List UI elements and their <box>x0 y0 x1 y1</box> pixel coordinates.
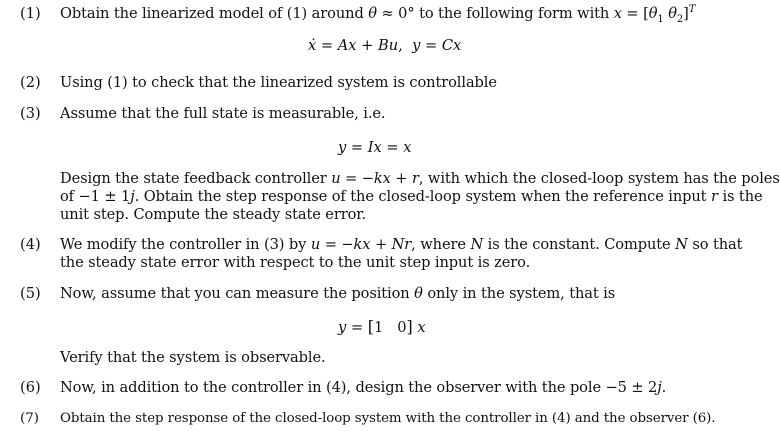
item-1-text-a: Obtain the linearized model of (1) around <box>60 5 364 22</box>
item-3-design-line2: of −1 ± 1j. Obtain the step response of the closed-loop system when the reference input r is the <box>60 188 763 205</box>
item-number: (5) <box>20 285 41 302</box>
item-3-is-the: is the <box>722 188 763 205</box>
item-1-text-b: to the following form with <box>419 5 610 22</box>
item-2-text: Using (1) to check that the linearized system is controllable <box>60 74 497 91</box>
item-4-line2: the steady state error with respect to the unit step input is zero. <box>60 254 531 271</box>
item-3-step-text: . Obtain the step response of the closed-loop system when the reference input <box>134 188 707 205</box>
item-5-text: Now, assume that you can measure the position θ only in the system, that is <box>60 285 616 302</box>
item-5-text-b: only in the system, that is <box>427 285 616 302</box>
item-number: (1) <box>20 5 41 22</box>
item-4-text-c: is the constant. Compute <box>487 236 671 253</box>
item-5-verify: Verify that the system is observable. <box>60 349 326 366</box>
item-4-text-b: , where <box>411 236 466 253</box>
item-number: (6) <box>20 379 41 396</box>
item-6-text-a: Now, in addition to the controller in (4), design the observer with the pole <box>60 379 601 396</box>
item-number: (7) <box>20 411 39 426</box>
output-equation: y = Ix = x <box>338 139 412 156</box>
item-1-text: Obtain the linearized model of (1) around θ ≈ 0° to the following form with $x = [\theta_1$ $\theta_2]^T$ <box>60 4 696 25</box>
item-3-design-line1: Design the state feedback controller u = −kx + r, with which the closed-loop system has the poles <box>60 170 780 187</box>
item-5-text-a: Now, assume that you can measure the position <box>60 285 410 302</box>
item-3-text: Assume that the full state is measurable, i.e. <box>60 105 386 122</box>
item-3-design-text-b: , with which the closed-loop system has the poles <box>418 170 780 187</box>
item-4-text-a: We modify the controller in (3) by <box>60 236 307 253</box>
item-6-text: Now, in addition to the controller in (4), design the observer with the pole −5 ± 2j. <box>60 379 667 396</box>
item-4-line1: We modify the controller in (3) by u = −kx + Nr, where N is the constant. Compute N so that <box>60 236 743 253</box>
item-number: (4) <box>20 236 41 253</box>
item-3-design-line3: unit step. Compute the steady state error. <box>60 206 367 223</box>
state-space-equation: ẋ = Ax + Bu, y = Cx <box>308 37 462 54</box>
item-number: (3) <box>20 105 41 122</box>
item-3-of: of <box>60 188 74 205</box>
item-number: (2) <box>20 74 41 91</box>
item-7-text: Obtain the step response of the closed-loop system with the controller in (4) and the observer (6). <box>60 411 716 426</box>
item-3-design-text: Design the state feedback controller <box>60 170 327 187</box>
measurement-equation: y = [1 0] x <box>338 317 426 336</box>
item-4-text-d: so that <box>692 236 743 253</box>
